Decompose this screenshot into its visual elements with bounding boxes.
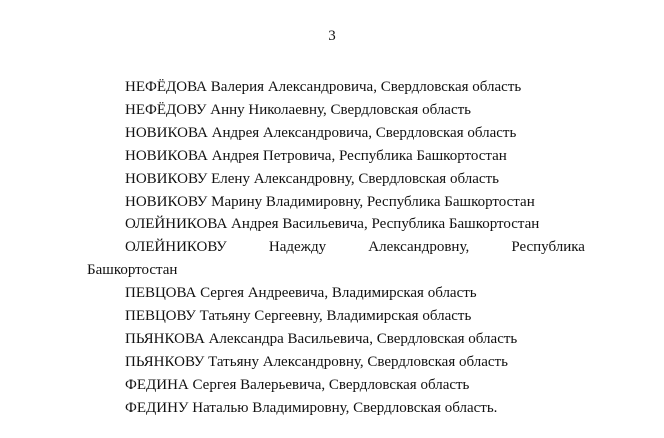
page-number: 3	[328, 28, 336, 44]
wrapped-word: Надежду	[268, 239, 327, 256]
list-entry-wrapped	[87, 236, 585, 282]
list-entry: НОВИКОВА Андрея Петровича, Республика Башкортостан	[125, 147, 507, 164]
list-entry: ПЕВЦОВА Сергея Андреевича, Владимирская область	[125, 285, 477, 302]
name-list	[87, 76, 585, 420]
wrapped-word: Республика	[511, 239, 585, 256]
list-entry: ФЕДИНУ Наталью Владимировну, Свердловская область.	[125, 399, 498, 416]
list-entry: НЕФЁДОВУ Анну Николаевну, Свердловская область	[125, 101, 472, 118]
list-entry: ПЕВЦОВУ Татьяну Сергеевну, Владимирская область	[125, 308, 472, 325]
wrapped-entry-first-line	[87, 236, 585, 259]
list-entry: ПЬЯНКОВА Александра Васильевича, Свердловская область	[125, 330, 518, 347]
list-entry: НЕФЁДОВА Валерия Александровича, Свердловская область	[125, 79, 522, 95]
wrapped-entry-second-line: Башкортостан	[87, 262, 178, 279]
wrapped-word: ОЛЕЙНИКОВУ	[125, 239, 227, 256]
list-entry: ПЬЯНКОВУ Татьяну Александровну, Свердловская область	[125, 353, 508, 370]
list-entry: ОЛЕЙНИКОВА Андрея Васильевича, Республика Башкортостан	[125, 216, 540, 233]
wrapped-word: Александровну,	[368, 239, 470, 256]
list-entry: ФЕДИНА Сергея Валерьевича, Свердловская область	[125, 376, 470, 393]
list-entry: НОВИКОВА Андрея Александровича, Свердловская область	[125, 124, 517, 141]
list-entry: НОВИКОВУ Елену Александровну, Свердловская область	[125, 170, 499, 187]
list-entry: НОВИКОВУ Марину Владимировну, Республика Башкортостан	[125, 193, 535, 210]
